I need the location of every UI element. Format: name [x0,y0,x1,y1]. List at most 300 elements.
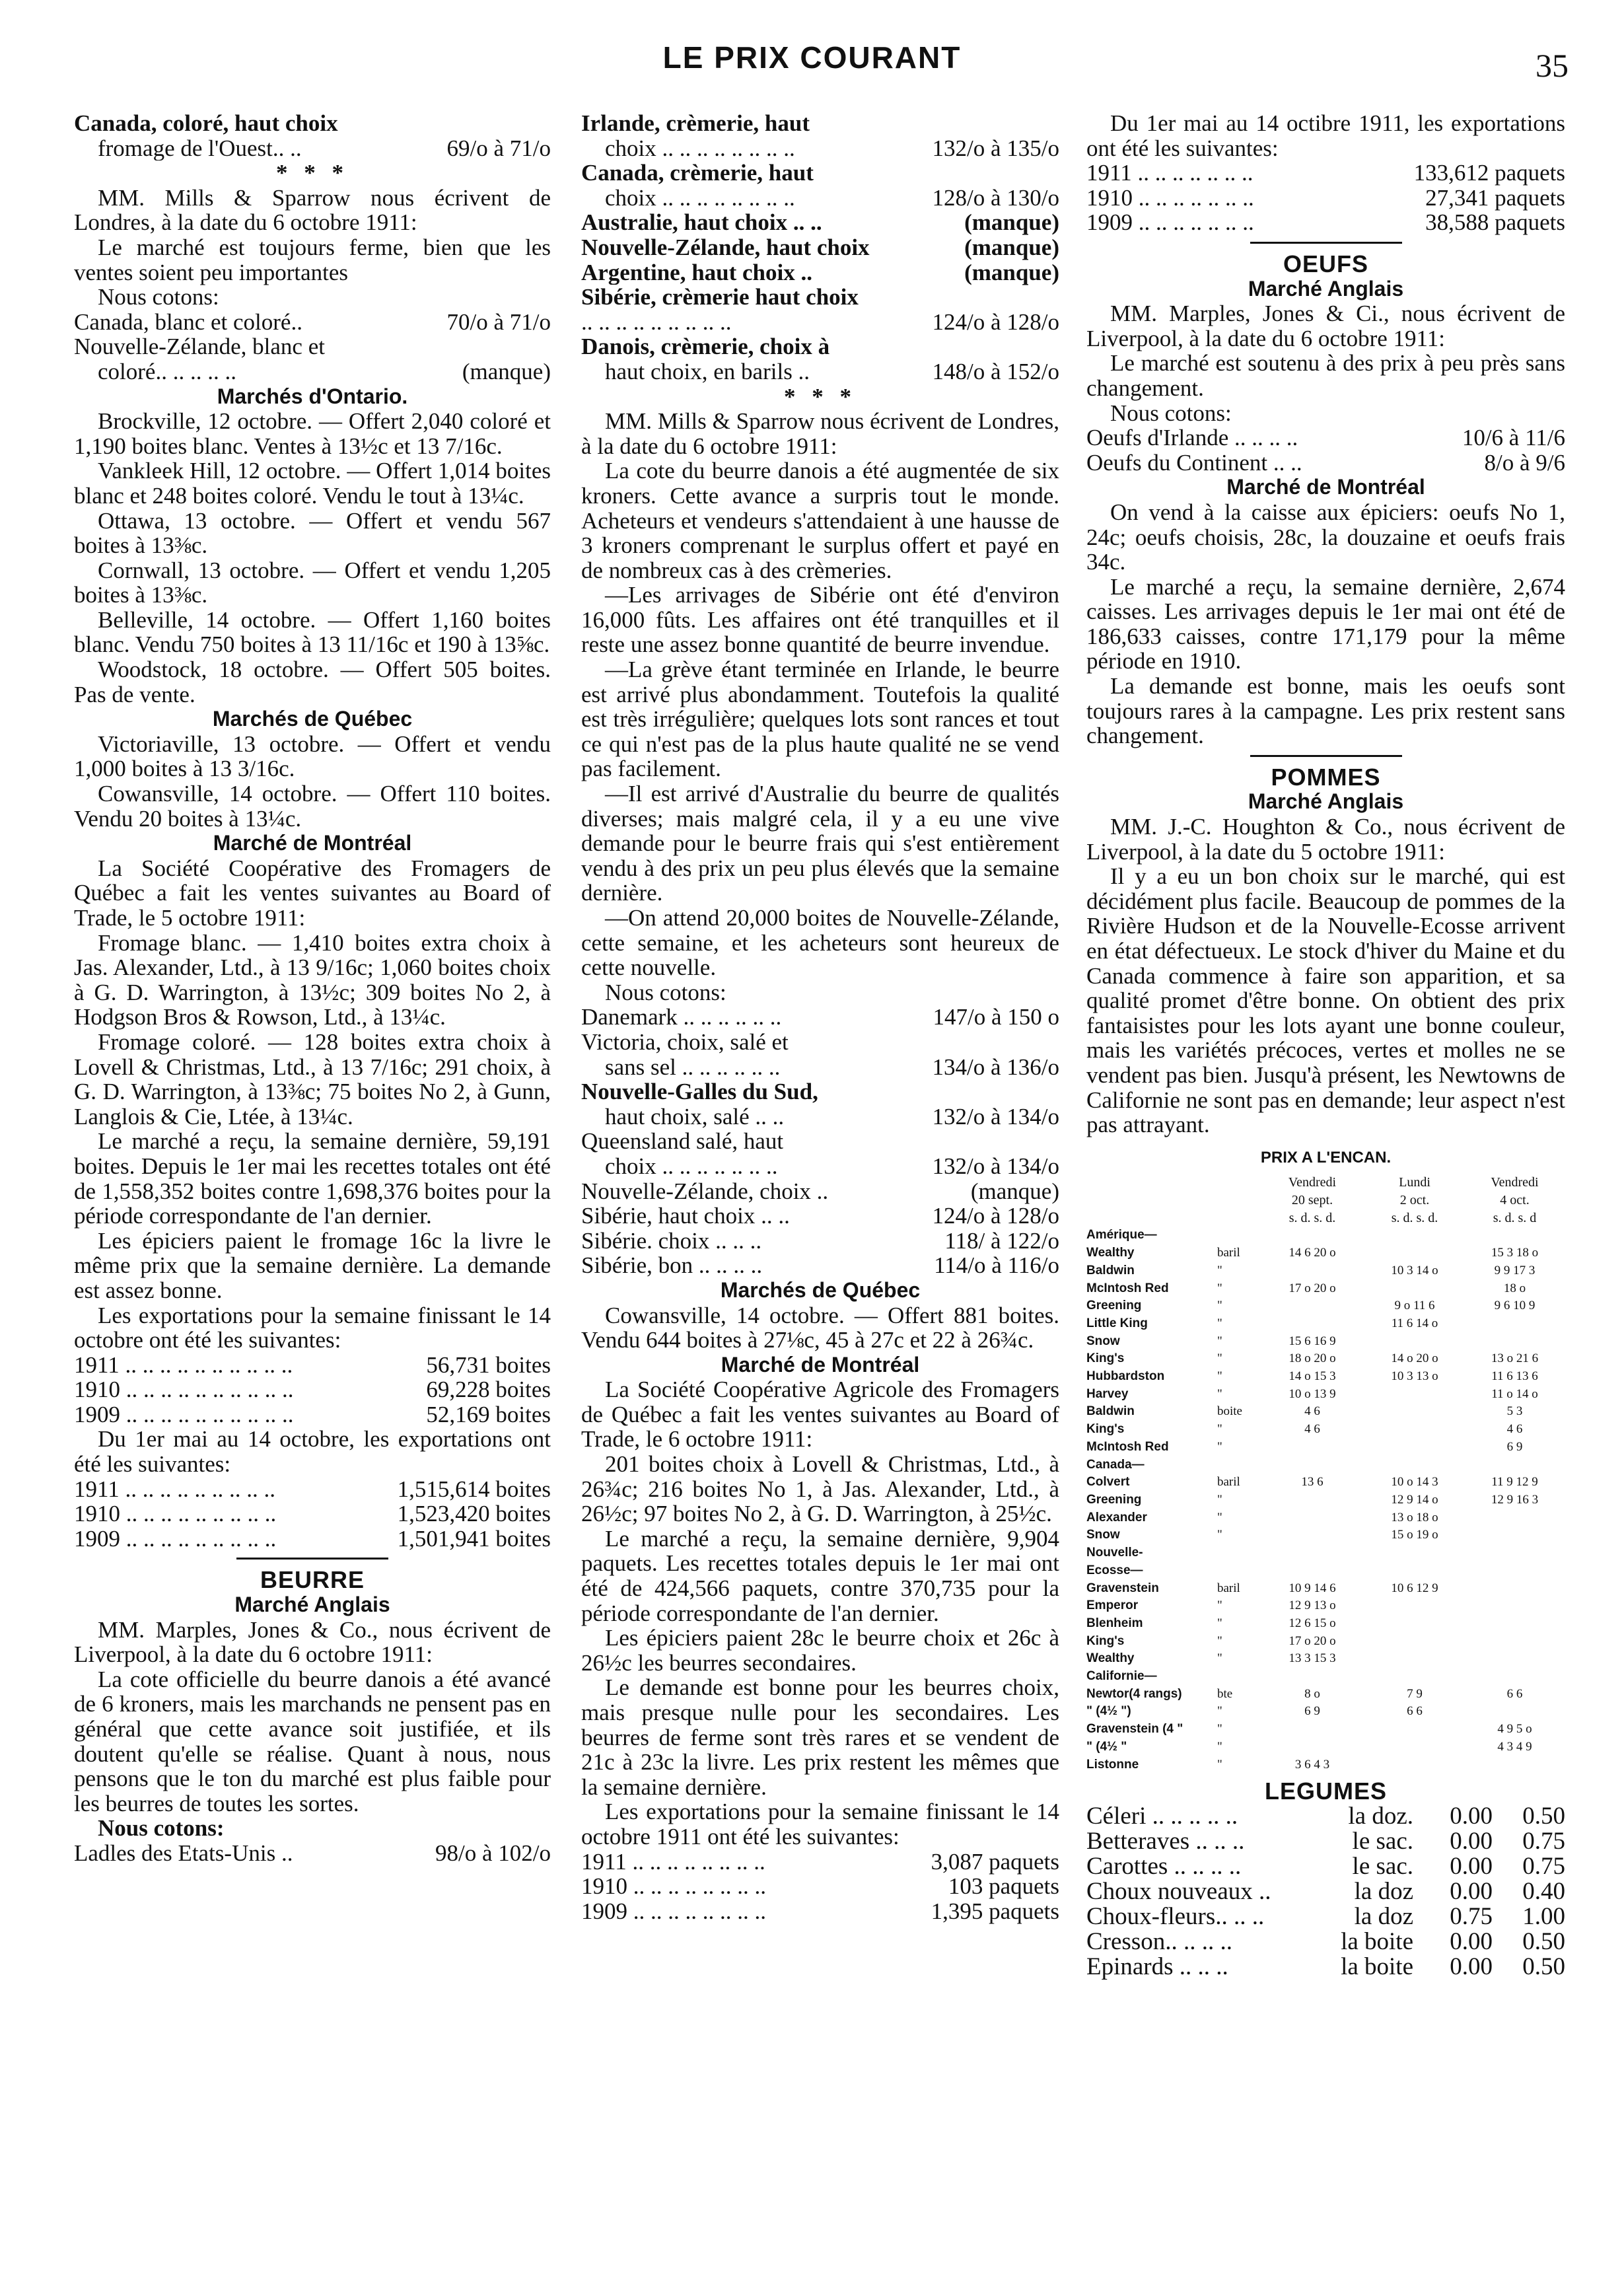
encan-row [1086,1509,1565,1527]
encan-cell: " [1217,1757,1222,1772]
legume-price-low: 0.00 [1450,1953,1493,1980]
encan-cell: 13 6 [1301,1475,1324,1489]
encan-row [1086,1315,1565,1333]
encan-variety: Wealthy [1086,1651,1135,1666]
price-line [581,1055,1059,1080]
price-line [74,136,551,161]
paragraph: —La grève étant terminée en Irlande, le beurre est arrivé plus abondamment. Toutefois la qualité est très irrégulière; quelques lots sont rances et tout ce qui n'est pas de la plus haute qualité ne se vend pas facilement. [581,657,1059,782]
section-subheading: Marchés de Québec [212,707,413,731]
section-rule [1250,242,1402,244]
encan-row [1086,1421,1565,1439]
encan-variety: King's [1086,1351,1125,1366]
encan-cell: 6 9 [1506,1439,1523,1454]
encan-cell: 14 6 20 o [1289,1246,1336,1260]
encan-cell: 18 o [1503,1281,1526,1295]
price-value: 124/o à 128/o [932,308,1059,335]
encan-row [1086,1439,1565,1456]
paragraph: MM. Marples, Jones & Co., nous écrivent de Liverpool, à la date du 6 octobre 1911: [74,1616,551,1668]
encan-cell [1464,1562,1565,1580]
encan-cell: 6 6 [1506,1686,1523,1701]
encan-variety: McIntosh Red [1086,1439,1169,1454]
paragraph: Ottawa, 13 octobre. — Offert et vendu 567 boites à 13⅜c. [74,507,551,559]
encan-cell [1259,1562,1365,1580]
price-line [581,235,1059,260]
encan-row [1086,1544,1565,1562]
encan-cell [1259,1297,1365,1315]
price-value: 148/o à 152/o [932,358,1059,384]
legume-price-high: 0.50 [1522,1927,1565,1955]
legume-name: Céleri .. .. .. .. .. [1086,1803,1238,1829]
legumes-list [1086,1804,1565,1980]
encan-row [1086,1650,1565,1668]
encan-variety: " (4½ " [1086,1739,1127,1754]
price-item: 1911 .. .. .. .. .. .. .. .. .. [74,1476,275,1502]
encan-cell: " [1217,1616,1222,1630]
encan-cell [1365,1650,1464,1668]
paragraph: Woodstock, 18 octobre. — Offert 505 boites. Pas de vente. [74,657,551,707]
encan-row [1086,1456,1565,1474]
encan-cell: " [1217,1651,1222,1666]
encan-cell: 6 9 [1304,1704,1320,1719]
paragraph: MM. Marples, Jones & Ci., nous écrivent de Liverpool, à la date du 6 octobre 1911: [1086,301,1565,351]
price-line [74,359,551,384]
encan-cell [1365,1386,1464,1404]
encan-variety: Emperor [1086,1598,1139,1613]
price-item: Sibérie, crèmerie haut choix [581,285,859,310]
paragraph: Les exportations pour la semaine finissant le 14 octobre 1911 ont été les suivantes: [581,1799,1059,1849]
encan-cell: 6 6 [1407,1704,1423,1719]
legume-price-low: 0.00 [1450,1802,1493,1830]
price-item: 1909 .. .. .. .. .. .. .. .. .. .. [74,1402,294,1427]
price-value: (manque) [964,234,1059,260]
legume-unit: la boite [1341,1953,1413,1980]
encan-cell [1464,1315,1565,1333]
price-item: haut choix, en barils .. [605,359,810,384]
encan-variety: Alexander [1086,1510,1147,1525]
encan-cell: 12 9 13 o [1289,1598,1336,1613]
encan-cell [1217,1456,1259,1474]
encan-cell: 12 9 16 3 [1491,1493,1539,1507]
encan-cell: " [1217,1316,1222,1330]
price-item: Irlande, crèmerie, haut [581,111,810,136]
price-item: Sibérie. choix .. .. .. [581,1228,762,1254]
price-value: 114/o à 116/o [934,1252,1059,1279]
encan-cell: 13 o 21 6 [1491,1351,1539,1366]
encan-cell: " [1217,1633,1222,1648]
encan-cell: 4 6 [1506,1422,1523,1437]
section-subheading: Marché de Montréal [213,831,412,855]
paragraph: Le marché a reçu, la semaine dernière, 2,674 caisses. Les arrivages depuis le 1er mai ont été de 186,633 caisses, contre 171,179 pour la même période en 1910. [1086,573,1565,674]
price-line [581,1179,1059,1204]
price-line [581,136,1059,161]
encan-row [1086,1227,1565,1244]
section-heading: POMMES [1271,763,1381,791]
price-item: Oeufs du Continent .. .. [1086,450,1302,476]
price-line [581,1203,1059,1229]
encan-cell [1217,1562,1259,1580]
price-value [1055,285,1059,310]
encan-cell [1464,1615,1565,1633]
price-line [581,111,1059,136]
section-subheading: Marché Anglais [234,1593,390,1617]
encan-cell: 4 6 [1304,1404,1320,1419]
encan-header-cell: s. d. s. d [1493,1210,1537,1225]
paragraph: Vankleek Hill, 12 octobre. — Offert 1,014 boites blanc et 248 boites coloré. Vendu le tout à 13¼c. [74,458,551,509]
encan-row [1086,1756,1565,1774]
encan-cell [1259,1668,1365,1686]
encan-cell: 8 o [1304,1686,1320,1701]
legume-price-high: 0.50 [1522,1802,1565,1830]
asterism-separator: * * * [784,383,857,410]
section-subheading: Marché Anglais [1248,789,1404,814]
encan-row [1086,1526,1565,1544]
encan-cell [1365,1280,1464,1298]
encan-cell: 9 9 17 3 [1494,1263,1536,1277]
price-line [74,310,551,335]
price-item: Nouvelle-Zélande, choix .. [581,1178,829,1204]
encan-cell: 4 9 5 o [1497,1722,1532,1737]
legume-name: Choux nouveaux .. [1086,1879,1271,1904]
price-value: 1,515,614 boites [397,1476,551,1502]
price-line [581,1874,1059,1899]
price-item: Sibérie, haut choix .. .. [581,1203,790,1229]
price-value: 98/o à 102/o [435,1840,551,1866]
paragraph: —On attend 20,000 boites de Nouvelle-Zélande, cette semaine, et les acheteurs sont heureux de cette nouvelle. [581,905,1059,981]
legume-unit: le sac. [1352,1827,1413,1855]
price-value: 52,169 boites [426,1401,551,1427]
paragraph: Le marché est toujours ferme, bien que les ventes soient peu importantes [74,234,551,285]
encan-cell: 10 o 13 9 [1289,1386,1336,1401]
paragraph: Du 1er mai au 14 octobre, les exportations ont été les suivantes: [74,1426,551,1478]
price-value: 1,501,941 boites [397,1525,551,1552]
encan-variety: Wealthy [1086,1246,1135,1260]
encan-cell [1259,1456,1365,1474]
encan-variety: Blenheim [1086,1616,1143,1630]
encan-header-cell [1217,1174,1259,1192]
legume-price-low: 0.75 [1450,1902,1493,1930]
paragraph: La Société Coopérative Agricole des Fromagers de Québec a fait les ventes suivantes au Board of Trade, le 6 octobre 1911: [581,1377,1059,1453]
encan-cell: 3 6 4 3 [1294,1757,1330,1772]
price-line [581,1005,1059,1030]
paragraph: Belleville, 14 octobre. — Offert 1,160 boites blanc. Vendu 750 boites à 13 11/16c et 190 à 13⅝c. [74,606,551,658]
price-value: (manque) [964,209,1059,236]
column-middle [581,111,1059,1923]
encan-cell: 14 o 15 3 [1289,1369,1336,1384]
price-line [74,1841,551,1866]
price-value [1055,334,1059,359]
encan-cell [1259,1439,1365,1456]
encan-cell: baril [1217,1581,1240,1595]
price-value: 124/o à 128/o [932,1203,1059,1229]
encan-table-header [1086,1174,1565,1227]
paragraph: Cornwall, 13 octobre. — Offert et vendu 1,205 boites à 13⅜c. [74,557,551,608]
price-value: 70/o à 71/o [446,308,551,335]
price-value: 69,228 boites [426,1377,551,1403]
encan-row [1086,1262,1565,1280]
encan-variety: Little King [1086,1316,1148,1330]
price-item: Oeufs d'Irlande .. .. .. .. [1086,425,1298,450]
encan-cell [1259,1509,1365,1527]
price-value: (manque) [462,358,551,384]
price-line [581,1229,1059,1254]
encan-row [1086,1562,1565,1580]
encan-cell [1464,1526,1565,1544]
legume-price-high: 0.75 [1522,1827,1565,1855]
encan-cell [1365,1544,1464,1562]
price-line [581,285,1059,310]
price-value: 118/ à 122/o [944,1227,1059,1254]
legume-line [1086,1854,1565,1879]
legume-name: Cresson.. .. .. .. [1086,1929,1232,1955]
price-value: 103 paquets [948,1873,1059,1900]
encan-row [1086,1615,1565,1633]
encan-variety: Newtor(4 rangs) [1086,1686,1182,1701]
encan-table-body [1086,1227,1565,1774]
price-line [1086,450,1565,476]
encan-cell: 18 o 20 o [1289,1351,1336,1366]
price-line [74,1353,551,1378]
page-header [0,40,1624,84]
encan-cell: 15 3 18 o [1491,1246,1539,1260]
encan-header-cell: 20 sept. [1291,1193,1333,1208]
price-value: 132/o à 134/o [932,1103,1059,1130]
price-item: Sibérie, bon .. .. .. .. [581,1253,763,1278]
paragraph: La cote officielle du beurre danois a été avancé de 6 kroners, mais les marchands ne pensent pas en général que cette avance soit justifiée, et ils doutent qu'elle se réalise. Quant à nous, nous pensons que le ton du marché est plus faible pour les beurres de toutes les sortes. [74,1666,551,1816]
paragraph: Brockville, 12 octobre. — Offert 2,040 coloré et 1,190 boites blanc. Ventes à 13½c et 13 7/16c. [74,408,551,459]
paragraph: La cote du beurre danois a été augmentée de six kroners. Cette avance a surpris tout le monde. Acheteurs et vendeurs s'attendaient à une hausse de 3 kroners comprenant le surplus offert et payé en de nombreux cas à des crèmeries. [581,458,1059,583]
price-line [581,186,1059,211]
encan-cell [1365,1227,1464,1244]
price-value: 147/o à 150 o [933,1004,1059,1030]
encan-cell [1464,1333,1565,1351]
encan-cell: 15 o 19 o [1391,1528,1438,1542]
price-value: 132/o à 134/o [932,1153,1059,1179]
encan-cell [1365,1439,1464,1456]
encan-cell: " [1217,1299,1222,1313]
price-line [581,1849,1059,1875]
encan-cell [1365,1756,1464,1774]
encan-header-cell [1217,1192,1259,1209]
encan-cell [1464,1650,1565,1668]
legume-price-low: 0.00 [1450,1927,1493,1955]
encan-variety: Baldwin [1086,1404,1135,1419]
price-value: 56,731 boites [426,1351,551,1378]
encan-row [1086,1597,1565,1615]
price-line [581,1899,1059,1924]
price-item: Canada, crèmerie, haut [581,161,814,186]
paragraph: Il y a eu un bon choix sur le marché, qui est décidément plus facile. Beaucoup de pommes de la Rivière Hudson et de la Nouvelle-Ecosse arrivent en état défectueux. Le stock d'hiver du Maine et du Canada commence à faire son apparition, et sa qualité promet d'être bonne. On obtient des prix fantaisistes pour les lots ayant une bonne couleur, mais les variétés précoces, vertes et molles ne se vendent pas bien. Jusqu'à présent, les Newtowns de Californie ne sont pas en demande; leur aspect n'est pas attrayant. [1086,863,1565,1138]
encan-cell: 9 o 11 6 [1394,1299,1435,1313]
column-right [1086,111,1565,1980]
price-value: 132/o à 135/o [932,135,1059,161]
price-item: 1911 .. .. .. .. .. .. .. .. .. .. [74,1352,293,1378]
encan-row [1086,1368,1565,1386]
paragraph: Fromage coloré. — 128 boites extra choix à Lovell & Christmas, Ltd., à 13 7/16c; 291 choix, à G. D. Warrington, à 13⅜c; 75 boites No 2, à Gunn, Langlois & Cie, Ltée, à 13¼c. [74,1028,551,1130]
paragraph: Les exportations pour la semaine finissant le 14 octobre ont été les suivantes: [74,1302,551,1353]
price-value: (manque) [964,259,1059,285]
encan-variety: Canada— [1086,1457,1145,1472]
encan-row [1086,1633,1565,1651]
encan-cell: " [1217,1369,1222,1384]
encan-cell: 11 o 14 o [1491,1386,1538,1401]
price-item: 1909 .. .. .. .. .. .. .. .. [581,1898,766,1924]
legume-price-low: 0.00 [1450,1827,1493,1855]
encan-row [1086,1474,1565,1491]
encan-header-cell [1086,1209,1217,1227]
encan-cell: 10 6 12 9 [1391,1581,1438,1595]
paragraph: On vend à la caisse aux épiciers: oeufs No 1, 24c; oeufs choisis, 28c, la douzaine et oeufs frais 34c. [1086,499,1565,575]
legume-line [1086,1804,1565,1829]
paragraph: Le demande est bonne pour les beurres choix, mais presque nulle pour les secondaires. Les beurres de ferme sont très rares et se vendent de 21c à 23c la livre. Les prix restent les mêmes que la semaine dernière. [581,1674,1059,1800]
paragraph: Fromage blanc. — 1,410 boites extra choix à Jas. Alexander, Ltd., à 13 9/16c; 1,060 boites choix à G. D. Warrington, à 13½c; 309 boites No 2, à Hodgson Bros & Rowson, Ltd., à 13¼c. [74,929,551,1030]
encan-cell: baril [1217,1246,1240,1260]
encan-variety: McIntosh Red [1086,1281,1169,1295]
section-subheading: Marché Anglais [1248,276,1404,301]
price-value: 10/6 à 11/6 [1462,425,1565,451]
encan-cell [1365,1739,1464,1756]
price-line [581,1129,1059,1154]
legume-line [1086,1955,1565,1980]
encan-cell: 11 6 13 6 [1491,1369,1538,1384]
paragraph: La demande est bonne, mais les oeufs sont toujours rares à la campagne. Les prix restent sans changement. [1086,673,1565,749]
encan-cell [1464,1597,1565,1615]
price-value: 128/o à 130/o [932,184,1059,211]
encan-cell: 17 o 20 o [1289,1281,1336,1295]
price-value: 38,588 paquets [1425,209,1565,236]
encan-cell [1464,1456,1565,1474]
paragraph: Nous cotons: [1110,400,1232,426]
encan-cell: " [1217,1722,1222,1737]
encan-variety: Californie— [1086,1669,1157,1684]
encan-cell: 7 9 [1407,1686,1423,1701]
encan-cell: 15 6 16 9 [1289,1334,1336,1348]
encan-cell [1217,1668,1259,1686]
asterism-separator: * * * [276,160,349,186]
price-item: Australie, haut choix .. .. [581,210,822,235]
legume-unit: la doz. [1348,1802,1413,1830]
encan-header-row [1086,1174,1565,1192]
price-item: Canada, blanc et coloré.. [74,309,302,335]
encan-cell: 12 6 15 o [1289,1616,1336,1630]
encan-variety: Snow [1086,1528,1120,1542]
encan-row [1086,1280,1565,1298]
price-value: 134/o à 136/o [932,1054,1059,1080]
price-item: 1910 .. .. .. .. .. .. .. .. .. [74,1501,277,1526]
encan-cell: baril [1217,1475,1240,1489]
encan-row [1086,1350,1565,1368]
price-item: 1910 .. .. .. .. .. .. .. .. .. .. [74,1377,294,1402]
encan-cell: " [1217,1510,1222,1525]
paragraph: Nous cotons: [605,979,726,1005]
price-item: choix .. .. .. .. .. .. .. .. [605,135,795,161]
page-number: 35 [1536,47,1569,84]
price-item: Nouvelle-Zélande, haut choix [581,234,870,260]
encan-variety: Nouvelle- [1086,1546,1143,1560]
price-value: 27,341 paquets [1425,184,1565,211]
encan-cell: 13 o 18 o [1391,1510,1438,1525]
paragraph: 201 boites choix à Lovell & Christmas, Ltd., à 26¾c; 216 boites No 1, à Jas. Alexander, Ltd., à 26½c; 97 boites No 2, à G. D. Warrington, à 25½c. [581,1451,1059,1527]
legume-line [1086,1904,1565,1929]
encan-cell [1259,1721,1365,1739]
section-subheading: Marchés de Québec [720,1277,921,1302]
encan-row [1086,1668,1565,1686]
paragraph: MM. Mills & Sparrow nous écrivent de Londres, à la date du 6 octobre 1911: [74,184,551,236]
paragraph: Victoriaville, 13 octobre. — Offert et vendu 1,000 boites à 13 3/16c. [74,731,551,782]
encan-cell [1365,1403,1464,1421]
legume-price-high: 1.00 [1522,1902,1565,1930]
encan-cell: 12 9 14 o [1391,1493,1438,1507]
encan-cell: 10 3 14 o [1391,1263,1438,1277]
price-line [74,1501,551,1526]
price-line [74,334,551,359]
price-line [581,334,1059,359]
encan-cell [1259,1544,1365,1562]
encan-cell: 17 o 20 o [1289,1633,1336,1648]
encan-cell [1365,1421,1464,1439]
encan-header-cell: Lundi [1399,1175,1430,1190]
price-line [1086,210,1565,235]
section-subheading: Marché de Montréal [1226,475,1425,499]
encan-cell [1217,1227,1259,1244]
price-value [547,111,551,136]
encan-cell [1365,1633,1464,1651]
encan-cell: " [1217,1528,1222,1542]
legume-line [1086,1879,1565,1904]
price-value: 8/o à 9/6 [1484,449,1565,476]
encan-header-row [1086,1209,1565,1227]
encan-header-cell: s. d. s. d. [1391,1210,1438,1225]
encan-cell [1464,1668,1565,1686]
price-line [581,260,1059,285]
encan-cell: " [1217,1439,1222,1454]
encan-cell [1365,1244,1464,1262]
price-item: 1911 .. .. .. .. .. .. .. .. [581,1849,765,1875]
encan-cell [1217,1544,1259,1562]
legume-name: Choux-fleurs.. .. .. [1086,1904,1265,1929]
encan-variety: Amérique— [1086,1228,1157,1242]
encan-variety: Ecosse— [1086,1563,1143,1577]
price-item: 1910 .. .. .. .. .. .. .. [1086,185,1254,211]
encan-variety: Greening [1086,1299,1142,1313]
encan-cell [1365,1562,1464,1580]
legume-unit: le sac. [1352,1852,1413,1880]
encan-cell [1464,1756,1565,1774]
encan-row [1086,1491,1565,1509]
encan-header-cell: 4 oct. [1500,1193,1530,1208]
encan-header-row [1086,1192,1565,1209]
encan-cell [1365,1721,1464,1739]
price-line [581,1253,1059,1278]
legume-price-high: 0.75 [1522,1852,1565,1880]
paragraph: MM. J.-C. Houghton & Co., nous écrivent de Liverpool, à la date du 5 octobre 1911: [1086,814,1565,865]
encan-cell [1259,1315,1365,1333]
price-line [581,1030,1059,1055]
encan-variety: Colvert [1086,1475,1130,1489]
encan-row [1086,1403,1565,1421]
legume-price-low: 0.00 [1450,1852,1493,1880]
paragraph: Les épiciers paient le fromage 16c la livre le même prix que la semaine dernière. La demande est assez bonne. [74,1227,551,1303]
encan-cell [1464,1633,1565,1651]
price-item: sans sel .. .. .. .. .. .. [605,1054,781,1080]
price-line [581,1104,1059,1130]
encan-variety: Listonne [1086,1757,1139,1772]
price-item: .. .. .. .. .. .. .. .. .. [581,309,732,335]
encan-cell: " [1217,1386,1222,1401]
column-right-text [1086,111,1565,1137]
encan-cell: " [1217,1598,1222,1613]
price-value: 3,087 paquets [931,1848,1059,1875]
price-value: 1,523,420 boites [397,1501,551,1527]
